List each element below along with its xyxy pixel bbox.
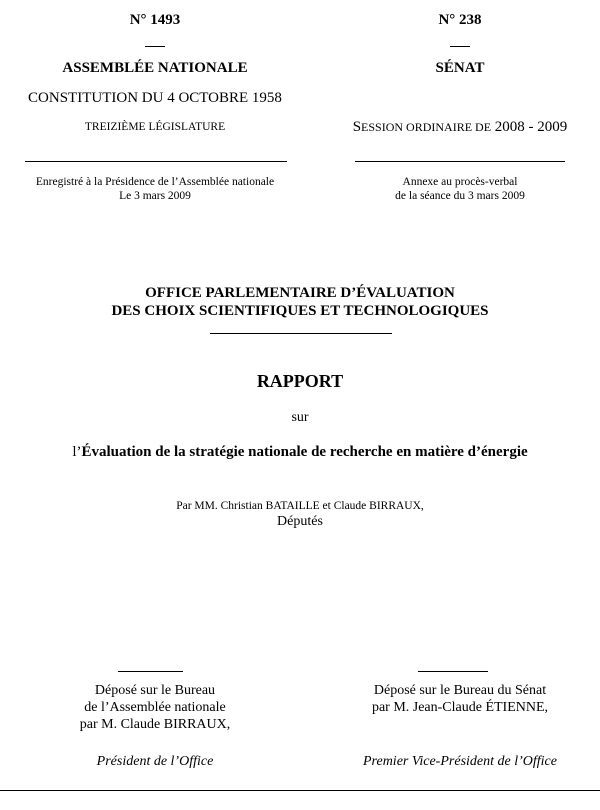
office-title: [0, 284, 600, 320]
session-smallcaps: ESSION ORDINAIRE DE: [361, 120, 492, 134]
report-subject: [0, 444, 600, 461]
footer-right-line-1: Déposé sur le Bureau du Sénat: [373, 683, 547, 698]
report-authors-role: Députés: [277, 514, 323, 529]
session-years: 2008 - 2009: [494, 119, 568, 135]
right-header-rule: [355, 161, 565, 162]
assembly-name: ASSEMBLÉE NATIONALE: [62, 60, 248, 76]
right-number-dash: [450, 46, 470, 47]
footer-left-deposit: [20, 682, 290, 733]
senate-annex: [340, 175, 580, 203]
office-title-rule: [210, 333, 392, 334]
report-subject-title: Évaluation de la stratégie nationale de recherche en matière d’énergie: [81, 444, 528, 460]
office-title-line-2: DES CHOIX SCIENTIFIQUES ET TECHNOLOGIQUES: [111, 303, 489, 319]
report-sur: sur: [291, 410, 309, 425]
footer-left-rule: [118, 671, 183, 672]
report-authors: Par MM. Christian BATAILLE et Claude BIRRAUX,: [176, 500, 424, 512]
constitution-line: CONSTITUTION DU 4 OCTOBRE 1958: [28, 90, 282, 106]
page-bottom-rule: [0, 790, 600, 791]
legislature-line: TREIZIÈME LÉGISLATURE: [84, 121, 226, 133]
footer-right-line-2: par M. Jean-Claude ÉTIENNE,: [371, 700, 549, 715]
session-line: [340, 119, 580, 136]
footer-left-role: Président de l’Office: [96, 754, 214, 769]
registration-line-2: Le 3 mars 2009: [119, 190, 191, 202]
assembly-registration: [20, 175, 290, 203]
left-header-rule: [25, 161, 287, 162]
office-title-line-1: OFFICE PARLEMENTAIRE D’ÉVALUATION: [145, 285, 455, 301]
footer-right-role: Premier Vice-Président de l’Office: [363, 754, 557, 769]
footer-left-line-3: par M. Claude BIRRAUX,: [79, 717, 231, 732]
report-subject-prefix: l’: [72, 444, 82, 460]
footer-left-line-2: de l’Assemblée nationale: [84, 700, 226, 715]
registration-line-1: Enregistré à la Présidence de l’Assemblée nationale: [35, 176, 275, 188]
senate-name: SÉNAT: [435, 60, 485, 76]
annex-line-1: Annexe au procès-verbal: [402, 176, 518, 188]
footer-right-deposit: [320, 682, 600, 716]
footer-left-line-1: Déposé sur le Bureau: [94, 683, 216, 698]
footer-right-rule: [418, 671, 488, 672]
assembly-document-number: N° 1493: [129, 12, 181, 28]
annex-line-2: de la séance du 3 mars 2009: [395, 190, 525, 202]
report-title: RAPPORT: [256, 371, 344, 391]
left-number-dash: [145, 46, 165, 47]
senate-document-number: N° 238: [438, 12, 482, 28]
session-initial: S: [352, 119, 362, 135]
